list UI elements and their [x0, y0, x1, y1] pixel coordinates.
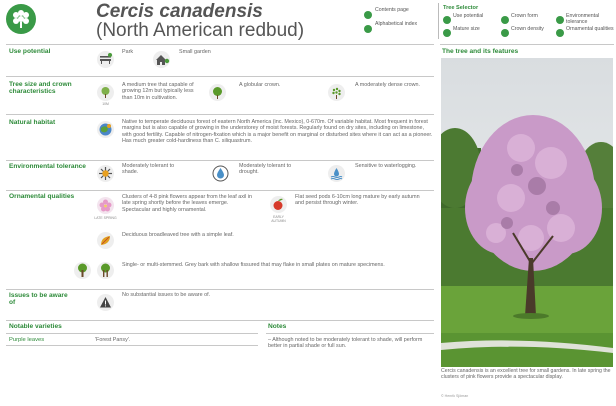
section-ornamental-label: Ornamental qualities — [9, 193, 75, 200]
logo — [6, 4, 36, 34]
warning-icon — [97, 294, 114, 311]
section-natural-habitat-label: Natural habitat — [9, 119, 56, 126]
bark-single-stem-icon — [74, 262, 91, 279]
tree-size-icon — [97, 84, 114, 101]
flower-icon — [97, 197, 114, 214]
waterlogging-icon — [328, 165, 345, 182]
page-title-latin: Cercis canadensis — [96, 1, 263, 22]
shade-text: Moderately tolerant to shade. — [122, 163, 175, 176]
notes-text: – Although noted to be moderately tolerant to shade, will perform better in partial shade or full sun. — [268, 337, 423, 350]
fruit-text: Flat seed pods 6-10cm long mature by early autumn and persist through winter. — [295, 194, 420, 207]
bench-icon — [97, 51, 114, 68]
divider — [440, 44, 614, 45]
size-caption: 10M — [102, 102, 109, 106]
divider — [6, 289, 434, 290]
arrow-icon — [443, 29, 451, 37]
tree-photo — [441, 58, 613, 367]
photo-caption: Cercis canadensis is an excellent tree for small gardens. In late spring the clusters of pink flowers provide a spectacular display. — [441, 368, 611, 380]
arrow-icon — [443, 16, 451, 24]
nav-contents-label: Contents page — [375, 7, 409, 13]
divider — [6, 333, 258, 334]
size-text: A medium tree that capable of growing 12m but typically less than 10m in cultivation. — [122, 82, 194, 101]
variety-value: 'Forest Pansy'. — [95, 337, 131, 343]
leaf-text: Deciduous broadleaved tree with a simple leaf. — [122, 232, 234, 238]
divider — [266, 333, 434, 334]
flower-caption: LATE SPRING — [94, 216, 117, 220]
house-icon — [153, 51, 170, 68]
waterlogging-text: Sensitive to waterlogging. — [355, 163, 417, 169]
use-park-label: Park — [122, 49, 134, 55]
flower-text: Clusters of 4-8 pink flowers appear from the leaf axil in late spring shortly before the leaves emerge. Spectacular and highly ornamental. — [122, 194, 253, 213]
divider — [6, 76, 434, 77]
divider — [6, 160, 434, 161]
divider — [6, 320, 434, 321]
divider — [6, 190, 434, 191]
arrow-icon — [501, 29, 509, 37]
bark-multi-stem-icon — [97, 262, 114, 279]
crown-form-icon — [209, 84, 226, 101]
habitat-icon — [97, 121, 114, 138]
bark-text: Single- or multi-stemmed. Grey bark with shallow fissured that may flake in small plates on mature specimens. — [122, 262, 385, 268]
arrow-icon — [364, 25, 372, 33]
divider — [6, 345, 258, 346]
nav-index-label: Alphabetical index — [375, 21, 418, 27]
section-size-crown-label: Tree size and crown characteristics — [9, 81, 72, 96]
shade-icon — [97, 165, 114, 182]
crown-form-text: A globular crown. — [239, 82, 281, 88]
section-notes-label: Notes — [268, 323, 287, 330]
selector-label: Crown density — [511, 26, 544, 32]
tree-selector-title: Tree Selector — [443, 5, 479, 11]
divider — [6, 44, 434, 45]
sidebar-title: The tree and its features — [442, 48, 519, 55]
section-issues-label: Issues to be aware of — [9, 292, 68, 307]
photo-credit: © Henrik Sjöman — [441, 394, 469, 398]
variety-name: Purple leaves — [9, 337, 45, 343]
issues-text: No substantial issues to be aware of. — [122, 292, 211, 298]
arrow-icon — [364, 11, 372, 19]
arrow-icon — [556, 16, 564, 24]
selector-label: Ornamental qualities — [566, 26, 614, 32]
section-environmental-tolerance-label: Environmental tolerance — [9, 163, 86, 170]
crown-density-text: A moderately dense crown. — [355, 82, 421, 88]
crown-density-icon — [328, 84, 345, 101]
fruit-caption: EARLY AUTUMN — [271, 215, 286, 223]
page-title-common: (North American redbud) — [96, 20, 305, 41]
arrow-icon — [501, 16, 509, 24]
selector-label: Use potential — [453, 13, 484, 19]
fruit-icon — [270, 196, 287, 213]
selector-label: Environmental tolerance — [566, 13, 600, 25]
arrow-icon — [556, 29, 564, 37]
selector-label: Mature size — [453, 26, 480, 32]
divider — [6, 114, 434, 115]
habitat-text: Native to temperate deciduous forest of eastern North America (inc. Mexico), 0-670m. Of variable habitat. Most frequent in forest margins but is also capable of growing in the understorey of moist forests. Regularly found on dry sites, including on limestone, with good fertility. Capable of nitrogen-fixation which is a major benefit on marginal or disturbed sites where it can act as a pioneer. Has much greater cold-hardiness than C. siliquastrum. — [122, 119, 433, 144]
selector-label: Crown form — [511, 13, 538, 19]
section-use-potential-label: Use potential — [9, 48, 51, 55]
use-small-garden-label: Small garden — [179, 49, 211, 55]
drought-text: Moderately tolerant to drought. — [239, 163, 292, 176]
section-varieties-label: Notable varieties — [9, 323, 62, 330]
leaf-icon — [97, 232, 114, 249]
drought-icon — [212, 165, 229, 182]
tree-selector — [438, 3, 615, 39]
